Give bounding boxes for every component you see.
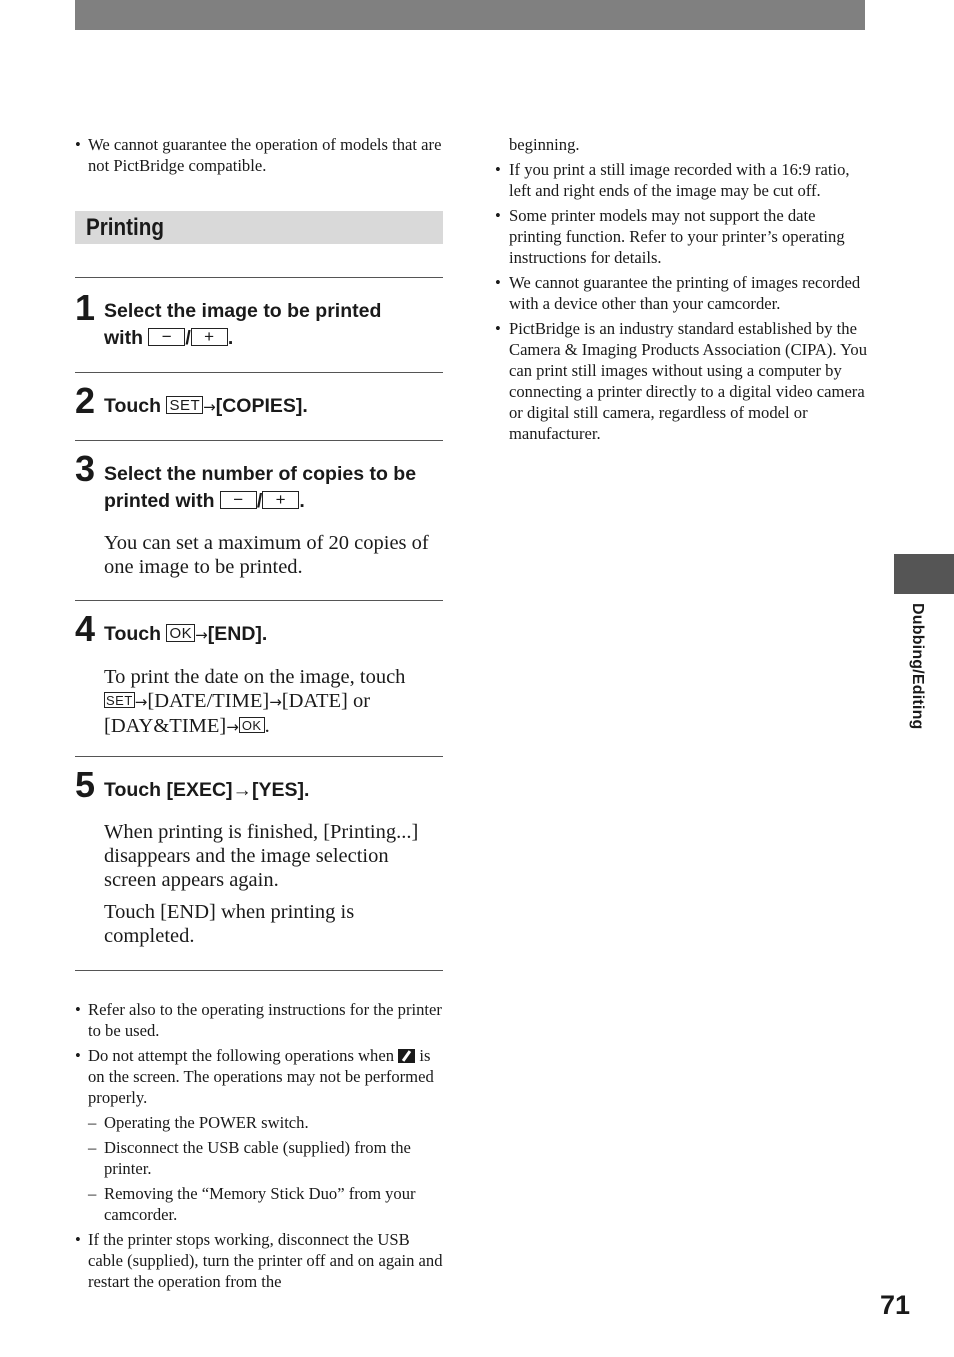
left-column: [75, 134, 443, 1296]
camera-screen-icon: [398, 1049, 415, 1063]
step-number: 5: [75, 764, 96, 805]
intro-note: • We cannot guarantee the operation of models that are not PictBridge compatible.: [75, 134, 443, 176]
steps-list: [75, 277, 443, 971]
plus-button-icon: +: [191, 328, 228, 346]
step-title: Touch [EXEC]→[YES].: [104, 779, 310, 801]
step-number: 3: [75, 448, 96, 489]
step-description: You can set a maximum of 20 copies of one image to be printed.: [104, 532, 429, 578]
step-description: Touch [END] when printing is completed.: [104, 901, 355, 947]
note-item: • Refer also to the operating instructions for the printer to be used.: [75, 999, 443, 1041]
step-number: 4: [75, 608, 96, 649]
step-title: Select the number of copies to be printed with − / + .: [104, 463, 417, 512]
set-button-icon: SET: [106, 693, 133, 708]
step-4: [75, 601, 443, 757]
step-description: To print the date on the image, touch SET →[DATE/TIME]→[DATE] or [DAY&TIME]→ OK .: [104, 666, 406, 737]
note-item: • PictBridge is an industry standard established by the Camera & Imaging Products Association (CIPA). You can print still images without using a computer by connecting a printer directly to a digital video camera or digital still camera, regardless of model or manufacturer.: [495, 318, 870, 444]
step-number: 1: [75, 287, 96, 328]
step-2: [75, 373, 443, 441]
section-title: Printing: [75, 211, 443, 244]
step-1: [75, 278, 443, 373]
chapter-tab: [894, 554, 954, 594]
step-title: Touch SET →[COPIES].: [104, 395, 308, 417]
chapter-label: Dubbing/Editing: [909, 603, 926, 730]
ok-button-icon: OK: [166, 624, 195, 642]
minus-button-icon: −: [148, 328, 185, 346]
right-column: [495, 134, 870, 448]
header-bar: [75, 0, 865, 30]
operation-item: – Disconnect the USB cable (supplied) from the printer.: [88, 1137, 443, 1179]
set-button-icon: SET: [166, 396, 203, 414]
note-continuation: beginning.: [509, 135, 580, 154]
plus-button-icon: +: [262, 491, 299, 509]
note-item: • We cannot guarantee the printing of images recorded with a device other than your camcorder.: [495, 272, 870, 314]
notes-list-continued: [495, 134, 870, 444]
page-number: 71: [880, 1290, 911, 1320]
operation-item: – Operating the POWER switch.: [88, 1112, 443, 1133]
note-item: • Do not attempt the following operations when is on the screen. The operations may not be performed properly. – Operating the POWER switch. – Disconnect the USB cable (supplied) from the printer. – Removing the “Memory Stick Duo” from your camcorder.: [75, 1045, 443, 1225]
step-5: [75, 757, 443, 971]
intro-notes: [75, 134, 443, 176]
note-item: • If you print a still image recorded with a 16:9 ratio, left and right ends of the image may be cut off.: [495, 159, 870, 201]
operations-list: [88, 1112, 443, 1225]
ok-button-icon: OK: [239, 717, 265, 733]
note-item: • If the printer stops working, disconnect the USB cable (supplied), turn the printer off and on again and restart the operation from the: [75, 1229, 443, 1292]
step-number: 2: [75, 380, 96, 421]
note-item: • Some printer models may not support the date printing function. Refer to your printer’s operating instructions for details.: [495, 205, 870, 268]
notes-list: [75, 999, 443, 1292]
operation-item: – Removing the “Memory Stick Duo” from your camcorder.: [88, 1183, 443, 1225]
step-description: When printing is finished, [Printing...] disappears and the image selection screen appears again.: [104, 821, 419, 891]
step-3: [75, 441, 443, 601]
step-title: Select the image to be printed with − / + .: [104, 300, 382, 349]
step-title: Touch OK →[END].: [104, 623, 268, 645]
minus-button-icon: −: [220, 491, 257, 509]
